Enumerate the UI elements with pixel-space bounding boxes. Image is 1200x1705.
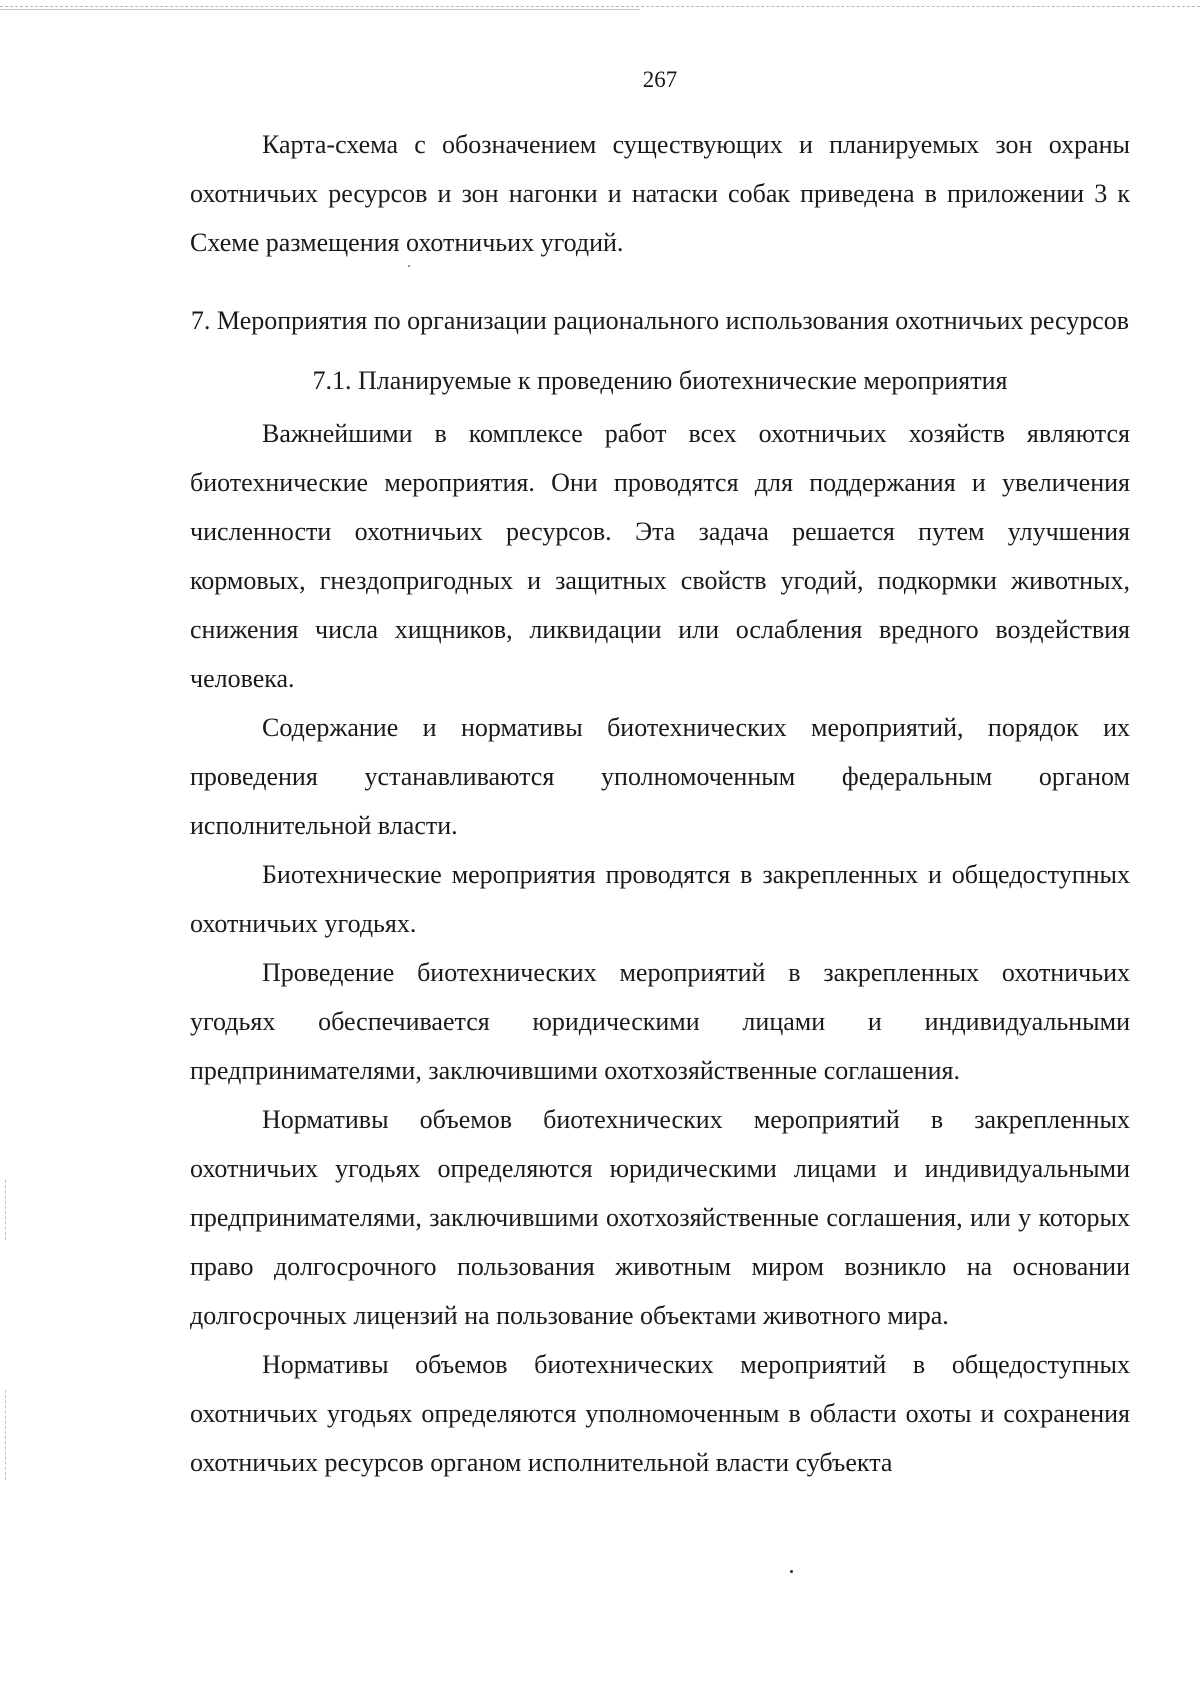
page-number: 267 bbox=[642, 67, 678, 92]
paragraph: Нормативы объемов биотехнических мероприятий в закрепленных охотничьих угодьях определяются юридическими лицами и индивидуальными предпринимателями, заключившими охотхозяйственные соглашения, или у которых право долгосрочного пользования животным миром возникло на основании долгосрочных лицензий на пользование объектами животного мира. bbox=[190, 1105, 1130, 1330]
paragraph: Биотехнические мероприятия проводятся в закрепленных и общедоступных охотничьих угодьях. bbox=[190, 860, 1130, 938]
paragraph: Проведение биотехнических мероприятий в закрепленных охотничьих угодьях обеспечивается юридическими лицами и индивидуальными предпринимателями, заключившими охотхозяйственные соглашения. bbox=[190, 958, 1130, 1085]
scan-edge-mark bbox=[5, 1390, 6, 1480]
scan-border-line bbox=[0, 9, 640, 10]
paragraph: Содержание и нормативы биотехнических мероприятий, порядок их проведения устанавливаются уполномоченным федеральным органом исполнительной власти. bbox=[190, 713, 1130, 840]
paragraph: Важнейшими в комплексе работ всех охотничьих хозяйств являются биотехнические мероприятия. Они проводятся для поддержания и увеличения численности охотничьих ресурсов. Эта задача решается путем улучшения кормовых, гнездопригодных и защитных свойств угодий, подкормки животных, снижения числа хищников, ликвидации или ослабления вредного воздействия человека. bbox=[190, 419, 1130, 693]
scan-border-line bbox=[0, 6, 1200, 7]
scan-edge-mark bbox=[5, 1180, 6, 1240]
scan-speck bbox=[790, 1570, 793, 1573]
paragraph: Нормативы объемов биотехнических мероприятий в общедоступных охотничьих угодьях определяются уполномоченным в области охоты и сохранения охотничьих ресурсов органом исполнительной власти субъекта bbox=[190, 1350, 1130, 1477]
subsection-heading: 7.1. Планируемые к проведению биотехнические мероприятия bbox=[312, 366, 1008, 395]
document-body bbox=[190, 120, 1130, 1487]
section-heading: 7. Мероприятия по организации рационального использования охотничьих ресурсов bbox=[190, 306, 1130, 335]
paragraph: Карта-схема с обозначением существующих и планируемых зон охраны охотничьих ресурсов и зон нагонки и натаски собак приведена в приложении 3 к Схеме размещения охотничьих угодий. bbox=[190, 130, 1130, 257]
